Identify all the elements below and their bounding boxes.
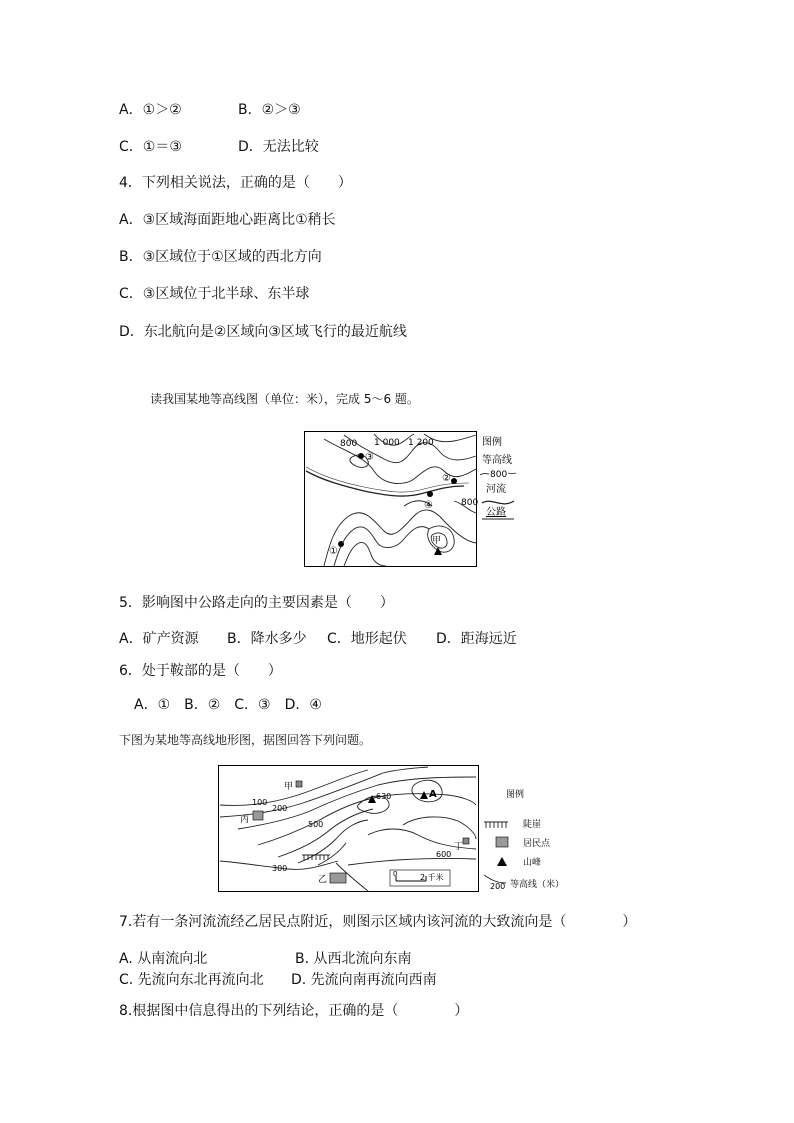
- intro-questions-7-8: 下图为某地等高线地形图，据图回答下列问题。: [119, 733, 372, 747]
- q7-option-b: B. 从西北流向东南: [295, 951, 412, 967]
- map1-label-1200: 1 200: [408, 438, 434, 448]
- q3-option-c: C．①＝③: [119, 139, 182, 155]
- q5-option-c: C．地形起伏: [327, 631, 407, 647]
- q7-option-a: A. 从南流向北: [119, 951, 208, 967]
- q6-stem: 6．处于鞍部的是（ ）: [119, 663, 282, 679]
- map2-legend-contour-value: 200: [490, 882, 506, 891]
- map1-label-800-b: 800: [461, 498, 479, 508]
- map2-label-100: 100: [252, 798, 268, 807]
- q7-option-c: C. 先流向东北再流向北: [119, 972, 264, 988]
- map1-point-4: ④: [424, 500, 433, 511]
- map2-label-300: 300: [272, 864, 288, 873]
- map1-legend-title: 图例: [482, 437, 502, 448]
- map2-label-ding: 丁: [454, 842, 464, 852]
- q3-option-d: D．无法比较: [238, 139, 319, 155]
- map2-label-600: 600: [436, 850, 452, 859]
- map1-label-800-a: 800: [340, 439, 358, 449]
- map1-legend-road: 公路: [486, 507, 506, 518]
- q8-stem: 8.根据图中信息得出的下列结论，正确的是（ ）: [119, 1003, 469, 1019]
- contour-map-2: [218, 765, 578, 893]
- map2-scale-zero: 0: [393, 870, 398, 878]
- q7-stem: 7.若有一条河流流经乙居民点附近，则图示区域内该河流的大致流向是（ ）: [119, 914, 637, 930]
- map2-legend-settlement: 居民点: [523, 839, 551, 849]
- map1-legend-contour-value: 800: [490, 470, 508, 480]
- map2-label-jia: 甲: [284, 782, 294, 792]
- q5-stem: 5．影响图中公路走向的主要因素是（ ）: [119, 595, 394, 611]
- q5-option-a: A．矿产资源: [119, 631, 199, 647]
- map1-legend-river: 河流: [486, 484, 506, 495]
- q4-option-d: D．东北航向是②区域向③区域飞行的最近航线: [119, 324, 407, 340]
- map1-point-2: ②: [442, 473, 451, 484]
- q4-option-a: A．③区域海面距地心距离比①稍长: [119, 212, 336, 228]
- map2-label-200: 200: [272, 804, 288, 813]
- map2-legend-contour: 等高线（米）: [510, 880, 565, 890]
- contour-map-1: [304, 431, 520, 567]
- map2-label-bing: 丙: [240, 815, 250, 825]
- q5-option-d: D．距海远近: [436, 631, 517, 647]
- q6-options: A．① B．② C．③ D．④: [134, 697, 322, 713]
- map2-label-500: 500: [308, 820, 324, 829]
- map1-label-1000: 1 000: [374, 438, 400, 448]
- map1-legend-contour: 等高线: [482, 455, 512, 466]
- map1-point-1: ①: [329, 546, 338, 557]
- map2-legend-cliff: 陡崖: [523, 820, 542, 830]
- map2-label-630: 630: [376, 792, 392, 801]
- map2-legend-title: 图例: [506, 790, 525, 800]
- map1-jia-label: 甲: [432, 536, 442, 546]
- q5-option-b: B．降水多少: [227, 631, 307, 647]
- map2-legend-peak: 山峰: [523, 858, 542, 868]
- map1-point-3: ③: [365, 452, 374, 463]
- q4-option-b: B．③区域位于①区域的西北方向: [119, 249, 322, 265]
- map2-label-yi: 乙: [318, 875, 328, 885]
- intro-questions-5-6: 读我国某地等高线图（单位：米），完成 5～6 题。: [150, 392, 419, 406]
- q4-option-c: C．③区域位于北半球、东半球: [119, 286, 310, 302]
- map2-scale-km: 2 千米: [420, 873, 444, 882]
- q7-option-d: D. 先流向南再流向西南: [291, 972, 437, 988]
- q3-option-b: B．②＞③: [238, 102, 301, 118]
- q3-option-a: A．①＞②: [119, 102, 182, 118]
- map2-label-peak-a: A: [429, 789, 437, 800]
- q4-stem: 4．下列相关说法，正确的是（ ）: [119, 175, 352, 191]
